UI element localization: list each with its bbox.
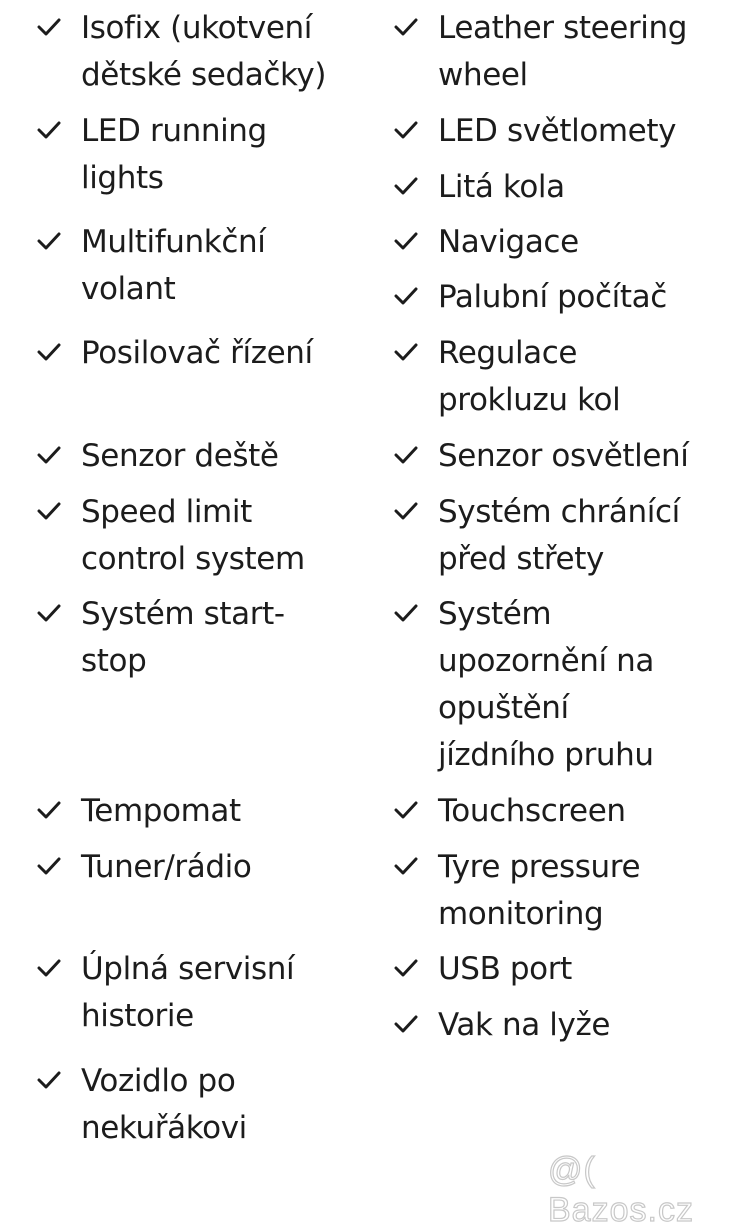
checkmark-icon	[37, 1070, 61, 1090]
feature-label: LED světlomety	[438, 113, 677, 149]
feature-item-servisni-historie	[37, 946, 294, 1040]
feature-item-vak-na-lyze	[394, 1002, 610, 1049]
checkmark-icon	[37, 445, 61, 465]
feature-item-isofix	[37, 5, 326, 99]
feature-label: Senzor osvětlení	[438, 438, 689, 474]
checkmark-icon	[394, 342, 418, 362]
feature-label: Systém upozornění na opuštění jízdního pruhu	[438, 596, 655, 773]
feature-item-led-svetlomety	[394, 108, 676, 155]
feature-label: Posilovač řízení	[81, 335, 313, 371]
feature-label: Palubní počítač	[438, 279, 667, 315]
feature-label: Litá kola	[438, 169, 565, 205]
feature-label: Tyre pressure monitoring	[438, 849, 641, 932]
feature-label: Isofix (ukotvení dětské sedačky)	[81, 10, 327, 93]
feature-item-usb-port	[394, 946, 572, 993]
feature-label: Systém start- stop	[81, 596, 285, 679]
feature-item-regulace-prokluzu	[394, 330, 620, 424]
checkmark-icon	[394, 603, 418, 623]
checkmark-icon	[37, 120, 61, 140]
checkmark-icon	[37, 603, 61, 623]
feature-label: Tuner/rádio	[81, 849, 252, 885]
feature-label: Senzor deště	[81, 438, 279, 474]
feature-item-posilovac-rizeni	[37, 330, 313, 377]
bazos-watermark: @( Bazos.cz	[548, 1151, 694, 1229]
feature-item-system-chranici	[394, 489, 680, 583]
checkmark-icon	[394, 286, 418, 306]
checkmark-icon	[394, 231, 418, 251]
feature-item-navigace	[394, 219, 579, 266]
checkmark-icon	[394, 501, 418, 521]
feature-item-speed-limit	[37, 489, 305, 583]
checkmark-icon	[37, 856, 61, 876]
feature-label: USB port	[438, 951, 572, 987]
feature-item-led-running-lights	[37, 108, 267, 202]
feature-label: Multifunkční volant	[81, 224, 266, 307]
feature-item-nekurak	[37, 1058, 247, 1152]
feature-item-start-stop	[37, 591, 285, 685]
checkmark-icon	[394, 445, 418, 465]
feature-label: Regulace prokluzu kol	[438, 335, 621, 418]
checkmark-icon	[37, 17, 61, 37]
feature-item-senzor-deste	[37, 433, 279, 480]
checkmark-icon	[37, 958, 61, 978]
feature-item-leather-steering-wheel	[394, 5, 687, 99]
feature-label: Leather steering wheel	[438, 10, 688, 93]
feature-item-multifunkcni-volant	[37, 219, 265, 313]
feature-item-senzor-osvetleni	[394, 433, 688, 480]
checkmark-icon	[394, 958, 418, 978]
checkmark-icon	[37, 501, 61, 521]
checkmark-icon	[394, 176, 418, 196]
feature-item-palubni-pocitac	[394, 274, 667, 321]
feature-item-lita-kola	[394, 164, 565, 211]
feature-item-tuner-radio	[37, 844, 251, 891]
feature-label: Tempomat	[81, 793, 241, 829]
checkmark-icon	[37, 231, 61, 251]
checkmark-icon	[394, 856, 418, 876]
feature-label: Speed limit control system	[81, 494, 305, 577]
checkmark-icon	[394, 17, 418, 37]
feature-item-touchscreen	[394, 788, 626, 835]
feature-item-lane-departure	[394, 591, 654, 779]
checkmark-icon	[37, 342, 61, 362]
checkmark-icon	[394, 1014, 418, 1034]
checkmark-icon	[394, 800, 418, 820]
checkmark-icon	[37, 800, 61, 820]
feature-label: Navigace	[438, 224, 579, 260]
feature-item-tyre-pressure	[394, 844, 640, 938]
checkmark-icon	[394, 120, 418, 140]
feature-label: Vozidlo po nekuřákovi	[81, 1063, 247, 1146]
feature-label: Touchscreen	[438, 793, 626, 829]
feature-label: Vak na lyže	[438, 1007, 611, 1043]
feature-label: Systém chránící před střety	[438, 494, 680, 577]
feature-item-tempomat	[37, 788, 241, 835]
feature-label: LED running lights	[81, 113, 267, 196]
feature-label: Úplná servisní historie	[81, 951, 295, 1034]
